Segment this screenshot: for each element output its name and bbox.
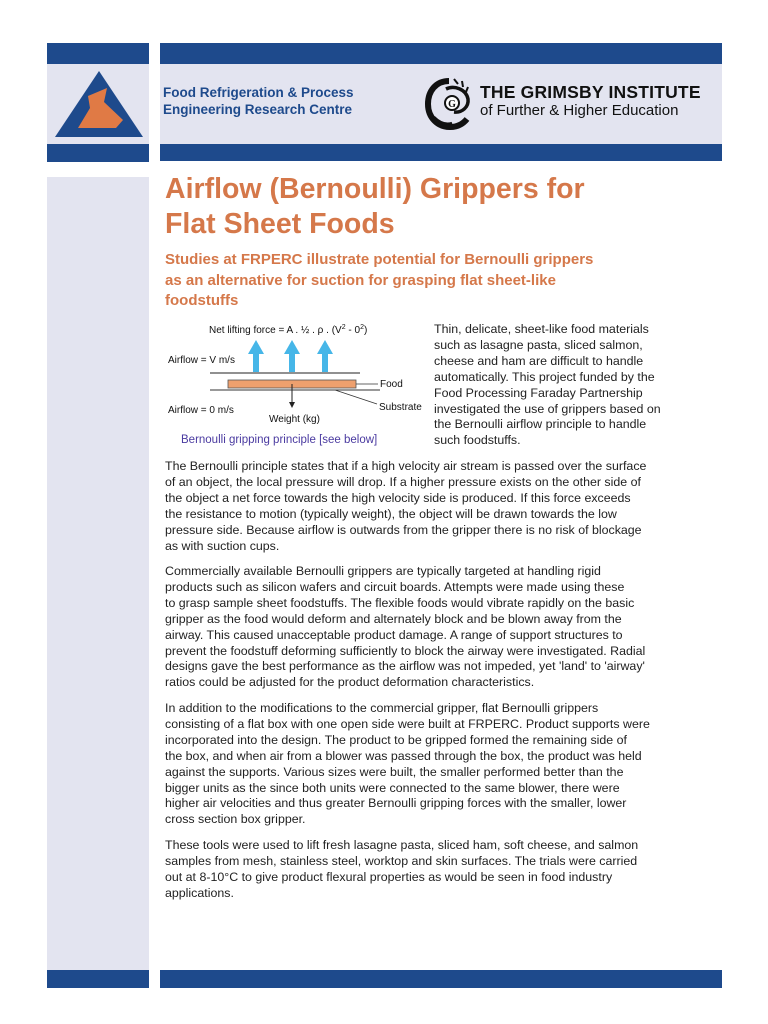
paragraph-line: Commercially available Bernoulli grippers are typically targeted at handling rigid bbox=[165, 564, 601, 578]
bernoulli-diagram bbox=[165, 318, 430, 450]
lift-arrow-icon bbox=[284, 340, 300, 372]
grimsby-logo-letter: G bbox=[448, 99, 456, 110]
body-paragraph-1 bbox=[165, 459, 710, 554]
lift-arrow-icon bbox=[248, 340, 264, 372]
paragraph-line: In addition to the modifications to the commercial gripper, flat Bernoulli grippers bbox=[165, 701, 599, 715]
title-line1: Airflow (Bernoulli) Grippers for bbox=[165, 173, 585, 205]
intro-line: such as lasagne pasta, sliced salmon, bbox=[434, 337, 643, 352]
paragraph-line: pressure side. Because airflow is outwards from the gripper there is no risk of blockage bbox=[165, 522, 642, 537]
left-top-block bbox=[47, 43, 149, 64]
substrate-label: Substrate bbox=[379, 402, 422, 413]
intro-line: Thin, delicate, sheet-like food materials bbox=[434, 322, 649, 336]
intro-line: automatically. This project funded by the bbox=[434, 369, 655, 384]
paragraph-line: ratios could be adjusted for the product deformation characteristics. bbox=[165, 675, 535, 690]
intro-line: the Bernoulli airflow principle to handle bbox=[434, 417, 647, 432]
intro-line: such foodstuffs. bbox=[434, 433, 521, 448]
airflow-bottom-label: Airflow = 0 m/s bbox=[168, 405, 234, 416]
lift-arrows bbox=[248, 340, 333, 372]
footer-band bbox=[160, 970, 722, 988]
intro-paragraph bbox=[434, 322, 710, 449]
paragraph-line: airway. This caused unacceptable product damage. A range of support structures to bbox=[165, 627, 623, 642]
body-paragraph-4 bbox=[165, 838, 710, 902]
paragraph-line: designs gave the best performance as the airflow was not impeded, yet 'land' to 'airway' bbox=[165, 659, 645, 674]
frperc-logo bbox=[52, 68, 146, 140]
paragraph-line: higher air velocities and thus greater Bernoulli gripping forces with the smaller, lower bbox=[165, 796, 627, 811]
diagram-caption: Bernoulli gripping principle [see below] bbox=[181, 434, 378, 446]
paragraph-line: as with suction cups. bbox=[165, 538, 280, 553]
paragraph-line: against the supports. Various sizes were built, the smaller performed better than the bbox=[165, 764, 624, 779]
left-column-panel bbox=[47, 177, 149, 970]
top-band bbox=[160, 43, 722, 64]
paragraph-line: cross section box gripper. bbox=[165, 812, 306, 827]
food-label: Food bbox=[380, 379, 403, 390]
paragraph-line: The Bernoulli principle states that if a high velocity air stream is passed over the surface bbox=[165, 459, 647, 473]
article-subtitle bbox=[165, 250, 705, 312]
paragraph-line: bigger units as the since both units were connected to the same blower, there were bbox=[165, 780, 620, 795]
body-paragraph-3 bbox=[165, 701, 710, 828]
paragraph-line: the object a net force towards the high velocity side is produced. If this force exceeds bbox=[165, 490, 631, 505]
paragraph-line: products such as silicon wafers and circuit boards. Attempts were made using these bbox=[165, 579, 625, 594]
article-title bbox=[165, 172, 705, 242]
org-name-line1: Food Refrigeration & Process bbox=[163, 85, 354, 100]
intro-line: Food Processing Faraday Partnership bbox=[434, 385, 643, 400]
body-paragraph-2 bbox=[165, 564, 710, 691]
org-name-line2: Engineering Research Centre bbox=[163, 102, 353, 117]
lift-arrow-icon bbox=[317, 340, 333, 372]
paragraph-line: the box, and when air from a blower was passed through the box, the product was held bbox=[165, 748, 642, 763]
paragraph-line: applications. bbox=[165, 885, 234, 900]
subtitle-line2: as an alternative for suction for grasping flat sheet-like bbox=[165, 271, 556, 289]
left-mid-block bbox=[47, 144, 149, 162]
weight-label: Weight (kg) bbox=[269, 414, 320, 425]
left-bottom-block bbox=[47, 970, 149, 988]
paragraph-line: out at 8-10°C to give product flexural properties as would be seen in food industry bbox=[165, 869, 613, 884]
paragraph-line: samples from mesh, stainless steel, worktop and skin surfaces. The trials were carried bbox=[165, 853, 638, 868]
subtitle-line3: foodstuffs bbox=[165, 292, 239, 309]
intro-line: investigated the use of grippers based on bbox=[434, 401, 661, 416]
airflow-top-label: Airflow = V m/s bbox=[168, 355, 235, 366]
title-line2: Flat Sheet Foods bbox=[165, 208, 395, 240]
paragraph-line: prevent the foodstuff deforming sufficiently to block the airway were investigated. Radial bbox=[165, 643, 646, 658]
intro-line: cheese and ham are difficult to handle bbox=[434, 353, 644, 368]
paragraph-line: to grasp sample sheet foodstuffs. The flexible foods would vibrate rapidly on the basic bbox=[165, 595, 635, 610]
header-bottom-band bbox=[160, 144, 722, 161]
paragraph-line: These tools were used to lift fresh lasagne pasta, sliced ham, soft cheese, and salmon bbox=[165, 838, 639, 852]
subtitle-line1: Studies at FRPERC illustrate potential for Bernoulli grippers bbox=[165, 251, 594, 268]
paragraph-line: the resistance to motion (typically weight), the object will be drawn towards the low bbox=[165, 506, 617, 521]
paragraph-line: consisting of a flat box with one open side were built at FRPERC. Product supports were bbox=[165, 716, 650, 731]
paragraph-line: incorporated into the design. The product to be gripped formed the remaining side of bbox=[165, 732, 627, 747]
org-name bbox=[163, 84, 354, 118]
institute-title: THE GRIMSBY INSTITUTE bbox=[480, 82, 701, 102]
institute-subtitle: of Further & Higher Education bbox=[480, 102, 679, 119]
grimsby-logo-icon bbox=[424, 77, 474, 131]
paragraph-line: of an object, the local pressure will drop. If a higher pressure exists on the other side of bbox=[165, 474, 641, 489]
paragraph-line: gripper as the food would deform and alternately block and be blown away from the bbox=[165, 611, 622, 626]
formula-label: Net lifting force = A . ½ . ρ . $(V^2 - 0^2)$ bbox=[209, 324, 368, 336]
